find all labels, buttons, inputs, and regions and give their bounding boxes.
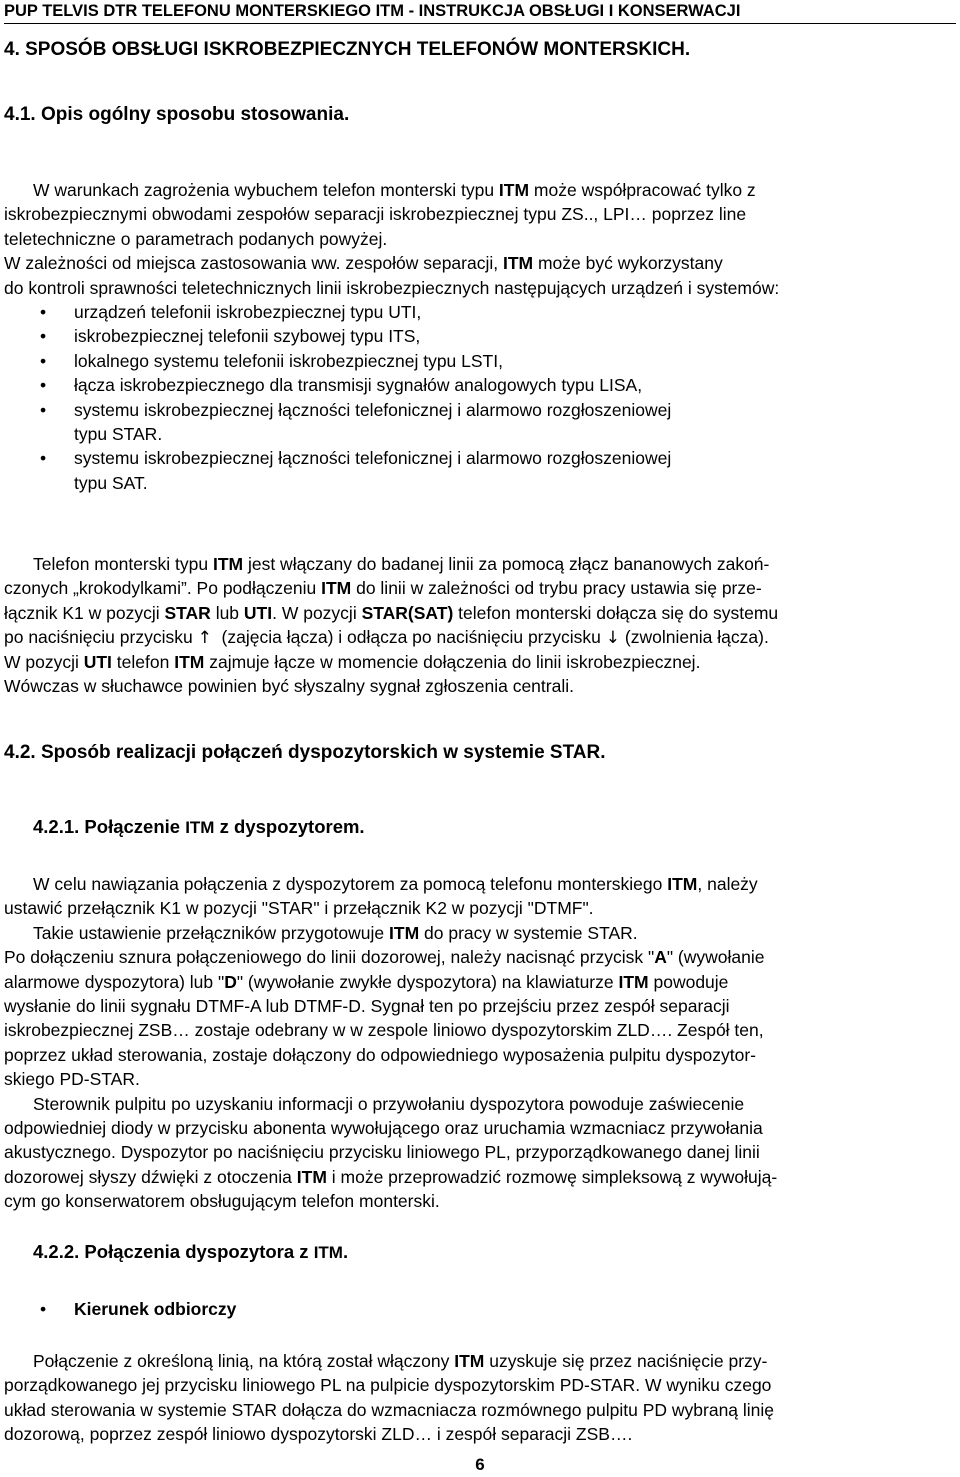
section-4-2-2-body: Połączenie z określoną linią, na którą został włączony ITM uzyskuje się przez naciśnięcie przy- porządkowanego jej przycisku liniowego PL na pulpicie dyspozytorskim PD-STAR. W wyniku czego układ sterowania w systemie STAR dołącza do wzmacniacza rozmównego pulpitu PD wybraną linię dozorową, poprzez zespół liniowo dyspozytorski ZLD… i zespół separacji ZSB…. bbox=[4, 1351, 775, 1445]
list-item: • Kierunek odbiorczy bbox=[4, 1297, 956, 1321]
page-number: 6 bbox=[475, 1455, 485, 1474]
bullet-icon: • bbox=[40, 448, 47, 469]
bullet-icon: • bbox=[40, 1299, 47, 1319]
section-4-2-title: 4.2. Sposób realizacji połączeń dyspozytorskich w systemie STAR. bbox=[4, 742, 606, 763]
section-title: 4. SPOSÓB OBSŁUGI ISKROBEZPIECZNYCH TELEFONÓW MONTERSKICH. bbox=[4, 39, 691, 60]
section-4-2-2-title: 4.2.2. Połączenia dyspozytora z ITM. bbox=[33, 1241, 349, 1262]
bullet-icon: • bbox=[40, 326, 47, 347]
bullet-icon: • bbox=[40, 399, 47, 420]
bullet-icon: • bbox=[40, 375, 47, 396]
section-4-1-body: W warunkach zagrożenia wybuchem telefon monterski typu ITM może współpracować tylko z iskrobezpiecznymi obwodami zespołów separacji iskrobezpiecznej typu ZS.., LPI… poprzez line teletechniczne o parametrach podanych powyżej. W zależności od miejsca zastosowania ww. zespołów separacji, ITM może być wykorzystany do kontroli sprawności teletechnicznych linii iskrobezpiecznych następujących urządzeń i systemów: • urządzeń telefonii iskrobezpiecznej typu UTI, • iskrobezpiecznej telefonii szybowej typu ITS, • lokalnego systemu telefonii iskrobezpiecznej typu LSTI, • łącza iskrobezpiecznego dla transmisji sygnałów analogowych typu LISA, • systemu iskrobezpiecznej łączności telefonicznej i alarmowo rozgłoszeniowej typu STAR. • systemu iskrobezpiecznej łączności telefonicznej i alarmowo rozgłoszeniowej typu SAT. bbox=[4, 178, 956, 495]
running-header: PUP TELVIS DTR TELEFONU MONTERSKIEGO ITM - INSTRUKCJA OBSŁUGI I KONSERWACJI bbox=[4, 0, 956, 24]
list-item: • urządzeń telefonii iskrobezpiecznej typu UTI, bbox=[4, 300, 956, 324]
section-4-2-1-title: 4.2.1. Połączenie ITM z dyspozytorem. bbox=[33, 816, 365, 837]
bullet-icon: • bbox=[40, 301, 47, 322]
section-4-1-paragraph-2: Telefon monterski typu ITM jest włączany do badanej linii za pomocą złącz bananowych zakoń- czonych „krokodylkami”. Po podłączeniu ITM do linii w zależności od trybu pracy ustawia się prze- łącznik K1 w pozycji STAR lub UTI. W pozycji STAR(SAT) telefon monterski dołącza się do systemu po naciśnięciu przycisku ↑ (zajęcia łącza) i odłącza po naciśnięciu przycisku ↓ (zwolnienia łącza). W pozycji UTI telefon ITM zajmuje łącze w momencie dołączenia do linii iskrobezpiecznej. Wówczas w słuchawce powinien być słyszalny sygnał zgłoszenia centrali. bbox=[4, 554, 779, 696]
section-4-2-2-bullet bbox=[4, 1297, 956, 1321]
list-item: • systemu iskrobezpiecznej łączności telefonicznej i alarmowo rozgłoszeniowej bbox=[4, 398, 956, 422]
list-item: • systemu iskrobezpiecznej łączności telefonicznej i alarmowo rozgłoszeniowej bbox=[4, 446, 956, 470]
list-item: • lokalnego systemu telefonii iskrobezpiecznej typu LSTI, bbox=[4, 349, 956, 373]
arrow-down-icon: ↓ bbox=[605, 628, 620, 649]
section-4-2-1-body: W celu nawiązania połączenia z dyspozytorem za pomocą telefonu monterskiego ITM, należy ustawić przełącznik K1 w pozycji "STAR" i przełącznik K2 w pozycji "DTMF". Takie ustawienie przełączników przygotowuje ITM do pracy w systemie STAR. Po dołączeniu sznura połączeniowego do linii dozorowej, należy nacisnąć przycisk "A" (wywołanie alarmowe dyspozytora) lub "D" (wywołanie zwykłe dyspozytora) na klawiaturze ITM powoduje wysłanie do linii sygnału DTMF-A lub DTMF-D. Sygnał ten po przejściu przez zespół separacji iskrobezpiecznej ZSB… zostaje odebrany w w zespole liniowo dyspozytorskim ZLD…. Zespół ten, poprzez układ sterowania, zostaje dołączony do odpowiedniego wyposażenia pulpitu dyspozytor- skiego PD-STAR. Sterownik pulpitu po uzyskaniu informacji o przywołaniu dyspozytora powoduje zaświecenie odpowiedniej diody w przycisku abonenta wywołującego oraz uruchamia wzmacniacz przywołania akustycznego. Dyspozytor po naciśnięciu przycisku liniowego PL, przyporządkowanego danej linii dozorowej słyszy dźwięki z otoczenia ITM i może przeprowadzić rozmowę simpleksową z wywołują- cym go konserwatorem obsługującym telefon monterski. bbox=[4, 874, 778, 1212]
arrow-up-icon: ↑ bbox=[197, 628, 212, 649]
section-4-1-title: 4.1. Opis ogólny sposobu stosowania. bbox=[4, 104, 350, 125]
list-item: • iskrobezpiecznej telefonii szybowej typu ITS, bbox=[4, 324, 956, 348]
bullet-icon: • bbox=[40, 350, 47, 371]
list-item: • łącza iskrobezpiecznego dla transmisji sygnałów analogowych typu LISA, bbox=[4, 373, 956, 397]
